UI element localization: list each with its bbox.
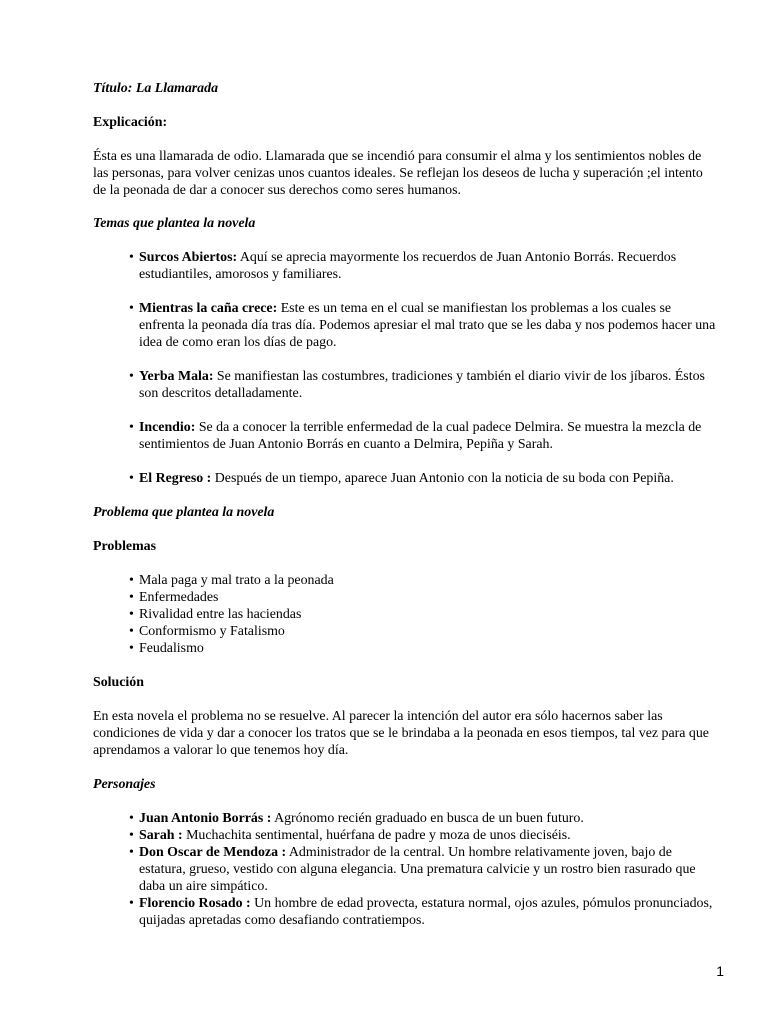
list-item [93,895,718,929]
list-item [93,249,718,283]
tema-term: Yerba Mala: [139,369,214,384]
personaje-name: Don Oscar de Mendoza : [139,845,287,860]
page-number: 1 [716,963,724,979]
explicacion-text: Ésta es una llamarada de odio. Llamarada que se incendió para consumir el alma y los sentimientos nobles de las personas, para volver cenizas unos cuantos ideales. Se reflejan los deseos de lucha y superación ;el intento de la peonada de dar a conocer sus derechos como seres humanos. [93,149,703,198]
list-item [93,368,718,402]
personaje-name: Florencio Rosado : [139,896,251,911]
temas-heading: Temas que plantea la novela [93,216,256,231]
bullet-icon: • [129,573,134,588]
list-item [93,300,718,351]
problemas-list [93,572,718,657]
tema-term: El Regreso : [139,471,212,486]
bullet-icon: • [129,896,134,911]
problema-text: Conformismo y Fatalismo [139,624,285,639]
personajes-heading: Personajes [93,777,156,792]
bullet-icon: • [129,471,134,486]
bullet-icon: • [129,811,134,826]
bullet-icon: • [129,607,134,622]
solucion-heading: Solución [93,675,144,690]
bullet-icon: • [129,369,134,384]
bullet-icon: • [129,828,134,843]
tema-text: Aquí se aprecia mayormente los recuerdos de Juan Antonio Borrás. Recuerdos estudiantiles, amorosos y familiares. [139,250,677,282]
bullet-icon: • [129,301,134,316]
temas-list [93,249,718,487]
tema-term: Incendio: [139,420,196,435]
personaje-text: Agrónomo recién graduado en busca de un buen futuro. [271,811,584,826]
list-item [93,844,718,895]
tema-text: Se da a conocer la terrible enfermedad de la cual padece Delmira. Se muestra la mezcla de sentimientos de Juan Antonio Borrás en cuanto a Delmira, Pepiña y Sarah. [139,420,702,452]
problema-heading: Problema que plantea la novela [93,505,275,520]
personaje-text: Muchachita sentimental, huérfana de padre y moza de unos dieciséis. [182,828,571,843]
tema-text: Se manifiestan las costumbres, tradiciones y también el diario vivir de los jíbaros. Éstos son descritos detalladamente. [139,369,705,401]
tema-text: Este es un tema en el cual se manifiestan los problemas a los cuales se enfrenta la peonada día tras día. Podemos apresiar el mal trato que se les daba y nos podemos hacer una idea de como eran los días de pago. [139,301,716,350]
bullet-icon: • [129,845,134,860]
bullet-icon: • [129,641,134,656]
problema-text: Rivalidad entre las haciendas [139,607,302,622]
list-item [93,827,718,844]
list-item [93,640,718,657]
list-item [93,470,718,487]
personaje-text: Un hombre de edad provecta, estatura normal, ojos azules, pómulos pronunciados, quijadas apretadas como desafiando contratiempos. [139,896,713,928]
explicacion-heading: Explicación: [93,115,168,130]
tema-term: Surcos Abiertos: [139,250,238,265]
list-item [93,606,718,623]
personaje-text: Administrador de la central. Un hombre relativamente joven, bajo de estatura, grueso, vestido con alguna elegancia. Una prematura calvicie y un rostro bien rasurado que daba un aire simpático. [139,845,696,894]
bullet-icon: • [129,420,134,435]
personaje-name: Juan Antonio Borrás : [139,811,272,826]
list-item [93,589,718,606]
list-item [93,623,718,640]
tema-term: Mientras la caña crece: [139,301,278,316]
problema-text: Feudalismo [139,641,204,656]
problemas-heading: Problemas [93,539,157,554]
problema-text: Enfermedades [139,590,219,605]
bullet-icon: • [129,590,134,605]
personajes-list [93,810,718,929]
list-item [93,810,718,827]
document-title: Título: La Llamarada [93,81,219,96]
list-item [93,572,718,589]
tema-text: Después de un tiempo, aparece Juan Antonio con la noticia de su boda con Pepiña. [211,471,674,486]
document-page [93,80,718,929]
list-item [93,419,718,453]
solucion-text: En esta novela el problema no se resuelve. Al parecer la intención del autor era sólo hacernos saber las condiciones de vida y dar a conocer los tratos que se le brindaba a la peonada en esos tiempos, tal vez para que aprendamos a valorar lo que tenemos hoy día. [93,709,709,758]
bullet-icon: • [129,250,134,265]
problema-text: Mala paga y mal trato a la peonada [139,573,334,588]
personaje-name: Sarah : [139,828,183,843]
bullet-icon: • [129,624,134,639]
